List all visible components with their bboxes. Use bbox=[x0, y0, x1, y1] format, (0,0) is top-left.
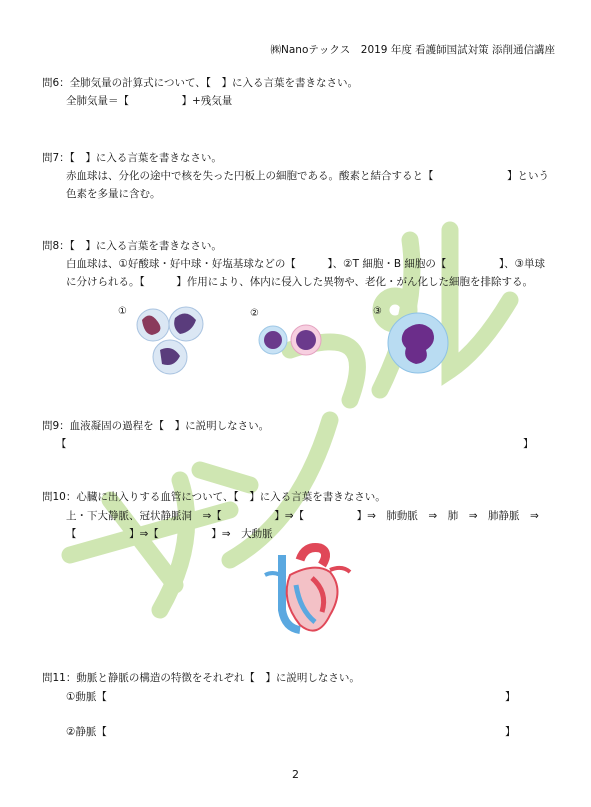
q8-line1: 白血球は、①好酸球・好中球・好塩基球などの【 】、②T 細胞・B 細胞の【 】、③単球 bbox=[66, 258, 546, 270]
q10-line2: 【 】⇒【 】⇒ 大動脈 bbox=[66, 528, 273, 540]
q11-prompt: 問11：動脈と静脈の構造の特徴をそれぞれ【 】に説明しなさい。 bbox=[42, 672, 360, 684]
q9-open-bracket: 【 bbox=[56, 438, 67, 450]
q7-line2: 色素を多量に含む。 bbox=[66, 188, 161, 200]
q11-artery: ①動脈【 bbox=[66, 691, 107, 703]
q10-line1: 上・下大静脈、冠状静脈洞 ⇒【 】⇒【 】⇒ 肺動脈 ⇒ 肺 ⇒ 肺静脈 ⇒ bbox=[66, 510, 539, 522]
page-number: 2 bbox=[292, 768, 299, 781]
cell-label-1: ① bbox=[118, 306, 127, 317]
q6-line1: 全肺気量＝【 】+残気量 bbox=[66, 95, 233, 107]
q10-prompt: 問10：心臓に出入りする血管について、【 】に入る言葉を書きなさい。 bbox=[42, 491, 386, 503]
q11-artery-close: 】 bbox=[505, 691, 516, 703]
page-header: ㈱Nanoテックス 2019 年度 看護師国試対策 添削通信講座 bbox=[270, 44, 555, 56]
q11-vein: ②静脈【 bbox=[66, 726, 107, 738]
cell-label-2: ② bbox=[250, 308, 259, 319]
q7-prompt: 問7：【 】に入る言葉を書きなさい。 bbox=[42, 152, 222, 164]
q8-line2: に分けられる。【 】作用により、体内に侵入した異物や、老化・がん化した細胞を排除する。 bbox=[66, 276, 534, 288]
q6-prompt: 問6：全肺気量の計算式について、【 】に入る言葉を書きなさい。 bbox=[42, 77, 359, 89]
cell-label-3: ③ bbox=[373, 306, 382, 317]
q9-close-bracket: 】 bbox=[523, 438, 534, 450]
q11-vein-close: 】 bbox=[505, 726, 516, 738]
q7-line1: 赤血球は、分化の途中で核を失った円板上の細胞である。酸素と結合すると【 】という bbox=[66, 170, 549, 182]
q9-prompt: 問9：血液凝固の過程を【 】に説明しなさい。 bbox=[42, 420, 270, 432]
q8-prompt: 問8：【 】に入る言葉を書きなさい。 bbox=[42, 240, 222, 252]
